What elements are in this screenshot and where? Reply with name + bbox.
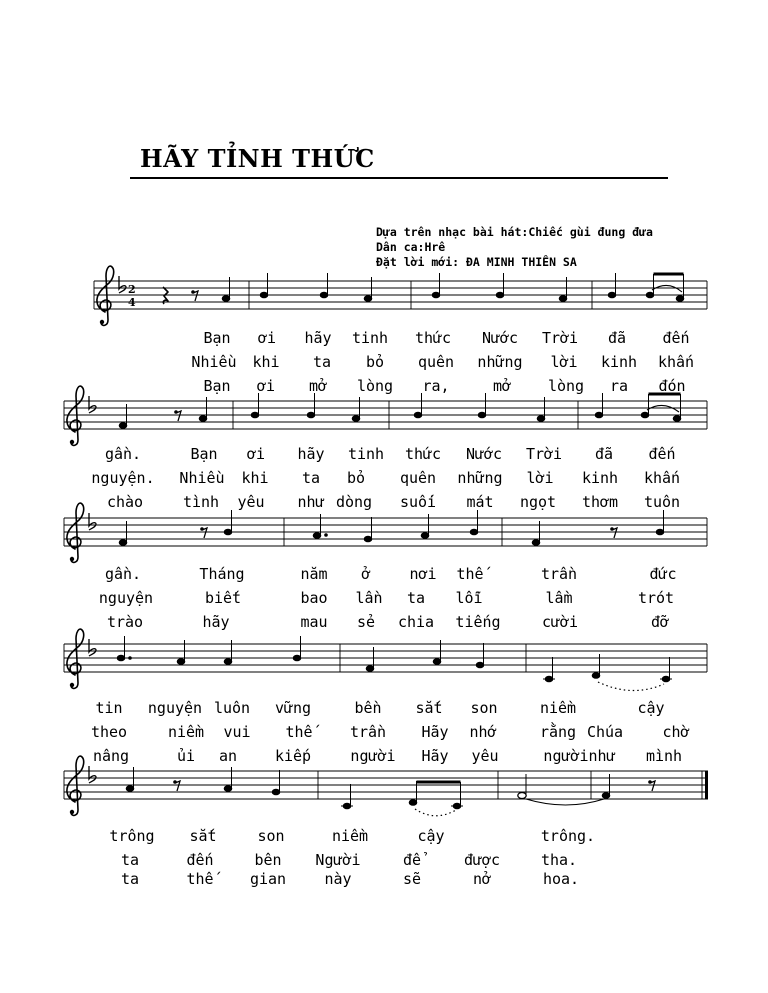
lyric-syllable: bên	[254, 851, 282, 869]
lyric-syllable: hãy	[304, 329, 332, 347]
lyric-syllable: như	[297, 493, 325, 511]
lyric-syllable: sắt	[189, 827, 217, 845]
lyric-syllable: niềm	[331, 827, 369, 845]
time-sig-top: 2	[128, 283, 136, 296]
lyric-syllable: son	[470, 699, 498, 717]
lyric-syllable: rằng	[539, 723, 577, 741]
lyric-syllable: lời	[550, 353, 578, 371]
lyric-syllable: trần	[540, 565, 578, 583]
lyric-syllable: được	[463, 851, 501, 869]
lyric-syllable: khi	[252, 353, 280, 371]
lyric-syllable: người	[350, 747, 396, 765]
treble-clef-icon	[67, 386, 84, 445]
lyric-syllable: ủi	[176, 747, 196, 765]
lyric-syllable: thức	[404, 445, 442, 463]
lyric-syllable: kiếp	[274, 747, 312, 765]
lyric-syllable: lòng	[356, 377, 394, 395]
flat-sign-icon	[89, 396, 96, 413]
lyric-syllable: trần	[349, 723, 387, 741]
treble-clef-icon	[67, 629, 84, 688]
lyric-syllable: mau	[300, 613, 328, 631]
lyric-syllable: quên	[399, 469, 437, 487]
lyric-syllable: ơi	[257, 329, 277, 347]
lyric-syllable: kinh	[581, 469, 619, 487]
lyric-syllable: bền	[354, 699, 382, 717]
lyric-syllable: Bạn	[190, 445, 218, 463]
eighth-rest-icon	[191, 290, 198, 301]
lyric-syllable: tin	[95, 699, 123, 717]
lyric-syllable: yêu	[471, 747, 499, 765]
flat-sign-icon	[89, 766, 96, 783]
lyric-syllable: niềm	[539, 699, 577, 717]
lyric-syllable: trông.	[540, 827, 596, 845]
lyric-syllable: bỏ	[346, 469, 366, 487]
lyric-syllable: son	[257, 827, 285, 845]
lyric-syllable: ngọt	[519, 493, 557, 511]
lyric-syllable: dòng	[335, 493, 373, 511]
lyric-syllable: ta	[301, 469, 321, 487]
lyric-syllable: mở	[492, 377, 512, 395]
lyric-syllable: khấn	[643, 469, 681, 487]
lyric-syllable: tinh	[351, 329, 389, 347]
lyric-syllable: Trời	[525, 445, 563, 463]
lyric-syllable: mình	[645, 747, 683, 765]
lyric-syllable: đến	[186, 851, 214, 869]
lyric-syllable: Tháng	[199, 565, 245, 583]
lyric-syllable: gần.	[104, 445, 142, 463]
lyric-syllable: yêu	[237, 493, 265, 511]
lyric-syllable: ta	[120, 870, 140, 888]
lyric-syllable: gian	[249, 870, 287, 888]
lyric-syllable: như	[588, 747, 616, 765]
lyric-syllable: hãy	[297, 445, 325, 463]
lyric-syllable: Trời	[541, 329, 579, 347]
lyric-syllable: Nước	[465, 445, 503, 463]
lyric-syllable: đến	[648, 445, 676, 463]
lyric-syllable: đức	[649, 565, 677, 583]
staff-system-3	[64, 503, 707, 562]
lyric-syllable: lỗi	[455, 589, 483, 607]
lyric-syllable: ra,	[422, 377, 450, 395]
lyric-syllable: hoa.	[542, 870, 580, 888]
lyric-syllable: đã	[594, 445, 614, 463]
lyric-syllable: hãy	[202, 613, 230, 631]
lyric-syllable: an	[218, 747, 238, 765]
lyric-syllable: khấn	[657, 353, 695, 371]
lyric-syllable: mở	[308, 377, 328, 395]
treble-clef-icon	[67, 756, 84, 815]
lyric-syllable: tiếng	[455, 613, 501, 631]
lyric-syllable: nâng	[92, 747, 130, 765]
lyric-syllable: này	[324, 870, 352, 888]
flat-sign-icon	[89, 513, 96, 530]
lyric-syllable: đã	[607, 329, 627, 347]
eighth-rest-icon	[610, 527, 617, 538]
lyric-syllable: suối	[399, 493, 437, 511]
time-sig-bottom: 4	[128, 296, 136, 309]
lyric-syllable: ta	[312, 353, 332, 371]
lyric-syllable: vững	[274, 699, 312, 717]
lyric-syllable: lần	[355, 589, 383, 607]
lyric-syllable: lòng	[547, 377, 585, 395]
lyric-syllable: cậy	[417, 827, 445, 845]
treble-clef-icon	[97, 266, 114, 325]
lyric-syllable: tình	[182, 493, 220, 511]
lyric-syllable: sẽ	[402, 870, 422, 888]
eighth-rest-icon	[200, 527, 207, 538]
lyric-syllable: vui	[223, 723, 251, 741]
lyric-syllable: gần.	[104, 565, 142, 583]
lyric-syllable: để	[402, 851, 422, 869]
lyric-syllable: những	[477, 353, 523, 371]
lyric-syllable: Chúa	[586, 723, 624, 741]
lyric-syllable: Bạn	[203, 329, 231, 347]
lyric-syllable: đón	[658, 377, 686, 395]
lyric-syllable: chia	[397, 613, 435, 631]
staff-system-4	[64, 629, 707, 690]
lyric-syllable: những	[457, 469, 503, 487]
lyric-syllable: thức	[414, 329, 452, 347]
staff-system-2	[64, 386, 707, 445]
lyric-syllable: Hãy	[421, 723, 449, 741]
lyric-syllable: chờ	[662, 723, 690, 741]
lyric-syllable: niềm	[167, 723, 205, 741]
lyric-syllable: cậy	[637, 699, 665, 717]
lyric-syllable: Hãy	[421, 747, 449, 765]
lyric-syllable: bao	[300, 589, 328, 607]
lyric-syllable: trót	[637, 589, 675, 607]
treble-clef-icon	[67, 503, 84, 562]
lyric-syllable: ơi	[246, 445, 266, 463]
flat-sign-icon	[89, 639, 96, 656]
lyric-syllable: Nước	[481, 329, 519, 347]
quarter-rest-icon	[163, 287, 168, 304]
lyric-syllable: quên	[417, 353, 455, 371]
lyric-syllable: đến	[662, 329, 690, 347]
lyric-syllable: nhớ	[469, 723, 497, 741]
lyric-syllable: trông	[109, 827, 155, 845]
lyric-syllable: tinh	[347, 445, 385, 463]
lyric-syllable: lầm	[545, 589, 573, 607]
lyric-syllable: luôn	[213, 699, 251, 717]
lyric-syllable: ta	[406, 589, 426, 607]
eighth-rest-icon	[173, 780, 180, 791]
lyric-syllable: tuôn	[643, 493, 681, 511]
staff-system-5	[64, 756, 708, 816]
lyric-syllable: kinh	[600, 353, 638, 371]
lyric-syllable: Người	[315, 851, 361, 869]
lyric-syllable: thế	[285, 723, 313, 741]
lyric-syllable: thế	[186, 870, 214, 888]
lyric-syllable: Nhiều	[179, 469, 225, 487]
credit-melody-source: Dựa trên nhạc bài hát:Chiếc gùi đung đưa	[376, 225, 653, 239]
lyric-syllable: khi	[241, 469, 269, 487]
lyric-syllable: nơi	[409, 565, 437, 583]
flat-sign-icon	[119, 276, 126, 293]
eighth-rest-icon	[648, 780, 655, 791]
lyric-syllable: ta	[120, 851, 140, 869]
lyric-syllable: chào	[106, 493, 144, 511]
lyric-syllable: nguyện	[98, 589, 154, 607]
lyric-syllable: theo	[90, 723, 128, 741]
lyric-syllable: sẻ	[356, 613, 376, 631]
lyric-syllable: Bạn	[203, 377, 231, 395]
staff-system-1	[94, 266, 707, 325]
lyric-syllable: ơi	[256, 377, 276, 395]
lyric-syllable: ra	[609, 377, 629, 395]
lyric-syllable: Nhiều	[191, 353, 237, 371]
lyric-syllable: nguyện	[147, 699, 203, 717]
lyric-syllable: mát	[466, 493, 494, 511]
lyric-syllable: tha.	[540, 851, 578, 869]
lyric-syllable: bỏ	[365, 353, 385, 371]
lyric-syllable: lời	[526, 469, 554, 487]
lyric-syllable: cười	[541, 613, 579, 631]
lyric-syllable: thế	[456, 565, 484, 583]
lyric-syllable: nở	[472, 870, 492, 888]
lyric-syllable: người	[543, 747, 589, 765]
eighth-rest-icon	[174, 410, 181, 421]
lyric-syllable: trào	[106, 613, 144, 631]
lyric-syllable: thơm	[581, 493, 619, 511]
lyric-syllable: năm	[300, 565, 328, 583]
lyric-syllable: sắt	[415, 699, 443, 717]
credit-folk-origin: Dân ca:Hrê	[376, 240, 446, 254]
credit-lyricist: Đặt lời mới: ĐA MINH THIÊN SA	[376, 255, 577, 269]
lyric-syllable: nguyện.	[91, 469, 155, 487]
lyric-syllable: đỡ	[650, 613, 670, 631]
lyric-syllable: biết	[204, 589, 242, 607]
lyric-syllable: ở	[361, 565, 371, 583]
song-title: HÃY TỈNH THỨC	[140, 144, 375, 173]
